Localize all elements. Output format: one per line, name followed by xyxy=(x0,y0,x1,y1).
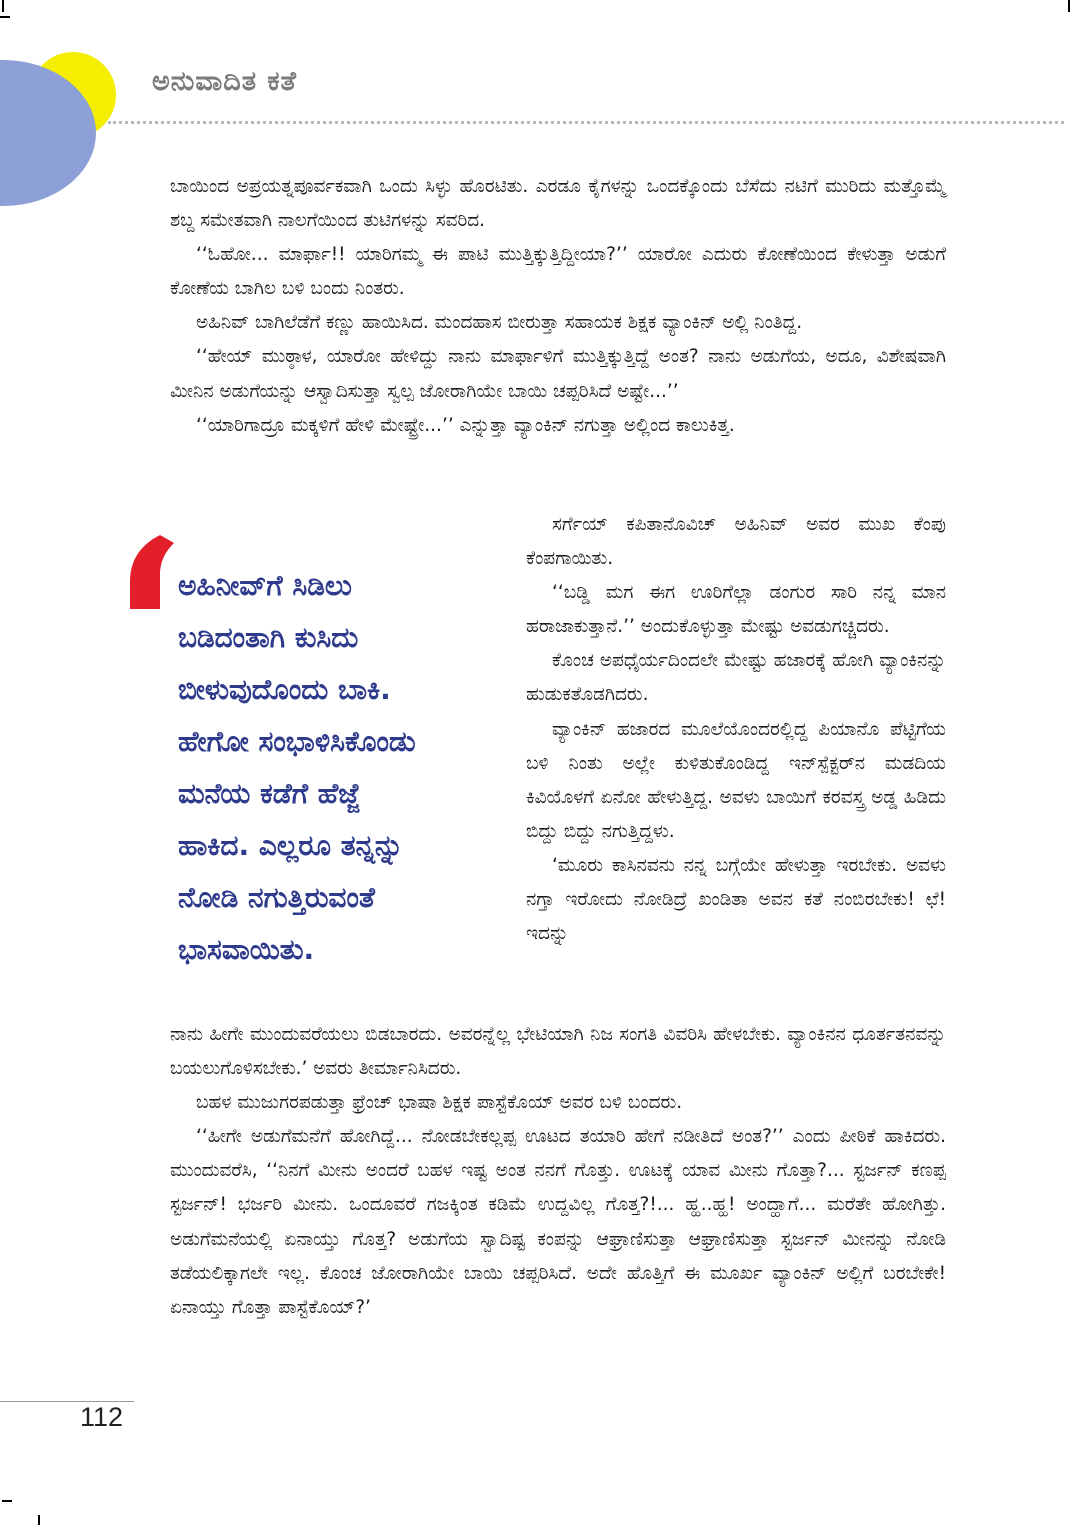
paragraph: ‘‘ಯಾರಿಗಾದ್ರೂ ಮಕ್ಕಳಿಗೆ ಹೇಳಿ ಮೇಷ್ಟ್ರೇ...’’ ಎನ್ನುತ್ತಾ ವ್ಯಾಂಕಿನ್ ನಗುತ್ತಾ ಅಲ್ಲಿಂದ ಕಾಲುಕಿತ್ತ. xyxy=(196,414,735,436)
paragraph: ‘ಮೂರು ಕಾಸಿನವನು ನನ್ನ ಬಗ್ಗೆಯೇ ಹೇಳುತ್ತಾ ಇರಬೇಕು. ಅವಳು ನಗ್ತಾ ಇರೋದು ನೋಡಿದ್ರೆ ಖಂಡಿತಾ ಅವನ ಕತೆ ನಂಬಿರಬೇಕು! ಛೆ! ಇದನ್ನು xyxy=(526,854,946,945)
body-text-top xyxy=(170,170,946,443)
paragraph: ‘‘ಬಡ್ಡಿ ಮಗ ಈಗ ಊರಿಗೆಲ್ಲಾ ಡಂಗುರ ಸಾರಿ ನನ್ನ ಮಾನ ಹರಾಜಾಕುತ್ತಾನೆ.’’ ಅಂದುಕೊಳ್ಳುತ್ತಾ ಮೇಷ್ಟು ಅವಡುಗಚ್ಚಿದರು. xyxy=(526,582,946,638)
paragraph: ‘‘ಹೇಯ್ ಮುಠ್ಠಾಳ, ಯಾರೋ ಹೇಳಿದ್ದು ನಾನು ಮಾರ್ಫಾಳಿಗೆ ಮುತ್ತಿಕ್ಕುತ್ತಿದ್ದೆ ಅಂತ? ನಾನು ಅಡುಗೆಯ, ಅದೂ, ವಿಶೇಷವಾಗಿ ಮೀನಿನ ಅಡುಗೆಯನ್ನು ಆಸ್ವಾದಿಸುತ್ತಾ ಸ್ವಲ್ಪ ಜೋರಾಗಿಯೇ ಬಾಯಿ ಚಪ್ಪರಿಸಿದೆ ಅಷ್ಟೇ...’’ xyxy=(170,346,946,402)
crop-mark-bottom-center xyxy=(38,1515,40,1525)
pull-quote-line: ಹೇಗೋ ಸಂಭಾಳಿಸಿಕೊಂಡು xyxy=(178,725,416,758)
paragraph: ನಾನು ಹೀಗೇ ಮುಂದುವರೆಯಲು ಬಿಡಬಾರದು. ಅವರನ್ನೆಲ್ಲ ಭೇಟಿಯಾಗಿ ನಿಜ ಸಂಗತಿ ವಿವರಿಸಿ ಹೇಳಬೇಕು. ವ್ಯಾಂಕಿನನ ಧೂರ್ತತನವನ್ನು ಬಯಲುಗೊಳಿಸಬೇಕು.’ ಅವರು ತೀರ್ಮಾನಿಸಿದರು. xyxy=(170,1024,946,1080)
paragraph: ಬಹಳ ಮುಜುಗರಪಡುತ್ತಾ ಫ್ರೆಂಚ್ ಭಾಷಾ ಶಿಕ್ಷಕ ಪಾಸ್ಟೆಕೊಯ್ ಅವರ ಬಳಿ ಬಂದರು. xyxy=(196,1092,683,1114)
section-title: ಅನುವಾದಿತ ಕತೆ xyxy=(152,66,297,97)
pull-quote xyxy=(178,560,518,976)
pull-quote-line: ಬೀಳುವುದೊಂದು ಬಾಕಿ. xyxy=(178,673,391,706)
pull-quote-line: ನೋಡಿ ನಗುತ್ತಿರುವಂತೆ xyxy=(178,881,375,914)
paragraph: ಸರ್ಗೆಯ್ ಕಪಿತಾನೊವಿಚ್ ಅಹಿನಿವ್ ಅವರ ಮುಖ ಕೆಂಪು ಕೆಂಪಗಾಯಿತು. xyxy=(526,514,946,570)
crop-mark-top-right xyxy=(1068,0,1070,12)
pull-quote-line: ಮನೆಯ ಕಡೆಗೆ ಹೆಜ್ಜೆ xyxy=(178,777,361,810)
crop-mark-top-left xyxy=(2,0,4,12)
pull-quote-line: ಬಡಿದಂತಾಗಿ ಕುಸಿದು xyxy=(178,621,359,654)
quote-mark-icon xyxy=(130,535,174,609)
pull-quote-line: ಹಾಕಿದ. ಎಲ್ಲರೂ ತನ್ನನ್ನು xyxy=(178,829,404,862)
pull-quote-line: ಅಹಿನೀವ್‌ಗೆ ಸಿಡಿಲು xyxy=(178,569,352,602)
paragraph: ಕೊಂಚ ಅಪಧೈರ್ಯದಿಂದಲೇ ಮೇಷ್ಟು ಹಜಾರಕ್ಕೆ ಹೋಗಿ ವ್ಯಾಂಕಿನನ್ನು ಹುಡುಕತೊಡಗಿದರು. xyxy=(526,650,946,706)
page-number: 112 xyxy=(80,1402,124,1432)
body-text-right-column xyxy=(526,508,946,951)
pull-quote-line: ಭಾಸವಾಯಿತು. xyxy=(178,933,315,966)
crop-mark-bottom-left xyxy=(2,1500,12,1502)
paragraph: ‘‘ಓಹೋ... ಮಾರ್ಫಾ!! ಯಾರಿಗಮ್ಮ ಈ ಪಾಟಿ ಮುತ್ತಿಕ್ಕುತ್ತಿದ್ದೀಯಾ?’’ ಯಾರೋ ಎದುರು ಕೋಣೆಯಿಂದ ಕೇಳುತ್ತಾ ಅಡುಗೆ ಕೋಣೆಯ ಬಾಗಿಲ ಬಳಿ ಬಂದು ನಿಂತರು. xyxy=(170,244,946,300)
header-dotted-divider xyxy=(108,121,1064,124)
paragraph: ವ್ಯಾಂಕಿನ್ ಹಜಾರದ ಮೂಲೆಯೊಂದರಲ್ಲಿದ್ದ ಪಿಯಾನೊ ಪೆಟ್ಟಿಗೆಯ ಬಳಿ ನಿಂತು ಅಲ್ಲೇ ಕುಳಿತುಕೊಂಡಿದ್ದ ಇನ್‌ಸ್ಪೆಕ್ಟರ್‌ನ ಮಡದಿಯ ಕಿವಿಯೊಳಗೆ ಏನೋ ಹೇಳುತ್ತಿದ್ದ. ಅವಳು ಬಾಯಿಗೆ ಕರವಸ್ತ್ರ ಅಡ್ಡ ಹಿಡಿದು ಬಿದ್ದು ಬಿದ್ದು ನಗುತ್ತಿದ್ದಳು. xyxy=(526,718,946,842)
paragraph: ಬಾಯಿಂದ ಅಪ್ರಯತ್ನಪೂರ್ವಕವಾಗಿ ಒಂದು ಸಿಳ್ಳು ಹೊರಟಿತು. ಎರಡೂ ಕೈಗಳನ್ನು ಒಂದಕ್ಕೊಂದು ಬೆಸೆದು ನಟಿಗೆ ಮುರಿದು ಮತ್ತೊಮ್ಮೆ ಶಬ್ದ ಸಮೇತವಾಗಿ ನಾಲಗೆಯಿಂದ ತುಟಿಗಳನ್ನು ಸವರಿದ. xyxy=(170,176,946,232)
body-text-bottom xyxy=(170,1018,946,1325)
crop-mark-top-left-h xyxy=(0,16,10,18)
paragraph: ‘‘ಹೀಗೇ ಅಡುಗೆಮನೆಗೆ ಹೋಗಿದ್ದೆ... ನೋಡಬೇಕಲ್ಲಪ್ಪ ಊಟದ ತಯಾರಿ ಹೇಗೆ ನಡೀತಿದೆ ಅಂತ?’’ ಎಂದು ಪೀಠಿಕೆ ಹಾಕಿದರು. ಮುಂದುವರೆಸಿ, ‘‘ನಿನಗೆ ಮೀನು ಅಂದರೆ ಬಹಳ ಇಷ್ಟ ಅಂತ ನನಗೆ ಗೊತ್ತು. ಊಟಕ್ಕೆ ಯಾವ ಮೀನು ಗೊತ್ತಾ?... ಸ್ಟರ್ಜನ್ ಕಣಪ್ಪ ಸ್ಟರ್ಜನ್! ಭರ್ಜರಿ ಮೀನು. ಒಂದೂವರೆ ಗಜಕ್ಕಿಂತ ಕಡಿಮೆ ಉದ್ದವಿಲ್ಲ ಗೊತ್ತ?!... ಹ್ಹ..ಹ್ಹ! ಅಂದ್ಹಾಗೆ... ಮರೆತೇ ಹೋಗಿತ್ತು. ಅಡುಗೆಮನೆಯಲ್ಲಿ ಏನಾಯ್ತು ಗೊತ್ತ? ಅಡುಗೆಯ ಸ್ವಾದಿಷ್ಟ ಕಂಪನ್ನು ಆಘ್ರಾಣಿಸುತ್ತಾ ಆಘ್ರಾಣಿಸುತ್ತಾ ಸ್ಟರ್ಜನ್ ಮೀನನ್ನು ನೋಡಿ ತಡೆಯಲಿಕ್ಕಾಗಲೇ ಇಲ್ಲ. ಕೊಂಚ ಜೋರಾಗಿಯೇ ಬಾಯಿ ಚಪ್ಪರಿಸಿದೆ. ಅದೇ ಹೊತ್ತಿಗೆ ಈ ಮೂರ್ಖ ವ್ಯಾಂಕಿನ್ ಅಲ್ಲಿಗೆ ಬರಬೇಕೇ! ಏನಾಯ್ತು ಗೊತ್ತಾ ಪಾಸ್ಟೆಕೊಯ್?’ xyxy=(170,1126,946,1318)
paragraph: ಅಹಿನಿವ್ ಬಾಗಿಲೆಡೆಗೆ ಕಣ್ಣು ಹಾಯಿಸಿದ. ಮಂದಹಾಸ ಬೀರುತ್ತಾ ಸಹಾಯಕ ಶಿಕ್ಷಕ ವ್ಯಾಂಕಿನ್ ಅಲ್ಲಿ ನಿಂತಿದ್ದ. xyxy=(196,312,803,334)
